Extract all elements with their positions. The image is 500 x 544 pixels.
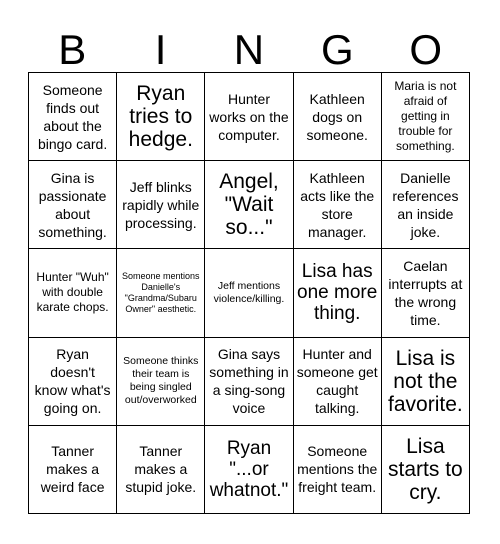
bingo-cell-text: Jeff blinks rapidly while processing. [122,178,200,231]
header-letter-i: I [154,26,167,73]
bingo-cell[interactable] [294,161,382,249]
bingo-cell-text: Danielle references an inside joke. [392,169,459,240]
bingo-cell-text: Angel, "Wait so..." [219,170,279,240]
bingo-cell-text: Someone mentions the freight team. [297,443,378,496]
bingo-cell[interactable] [205,73,293,161]
bingo-cell[interactable] [205,338,293,426]
bingo-cell[interactable] [117,426,205,514]
bingo-cell-text: Tanner makes a stupid joke. [125,443,197,496]
bingo-cell-text: Lisa starts to cry. [388,434,463,504]
bingo-cell[interactable] [294,73,382,161]
header-letter-o: O [409,26,443,73]
bingo-cell[interactable] [29,73,117,161]
bingo-cell[interactable] [382,338,470,426]
bingo-cell-text: Ryan tries to hedge. [128,82,193,152]
bingo-cell-text: Tanner makes a weird face [40,443,105,496]
bingo-cell-text: Kathleen dogs on someone. [306,90,368,143]
bingo-cell-text: Someone thinks their team is being singled out/overworked [123,355,199,407]
bingo-cell[interactable] [382,426,470,514]
bingo-cell[interactable] [382,161,470,249]
bingo-cell[interactable] [117,73,205,161]
bingo-cell-text: Gina says something in a sing-song voice [209,346,289,417]
bingo-cell-text: Someone finds out about the bingo card. [37,81,108,152]
bingo-cell-text: Gina is passionate about something. [38,169,107,240]
bingo-cell[interactable] [29,338,117,426]
bingo-cell[interactable] [29,249,117,337]
bingo-cell[interactable] [205,426,293,514]
bingo-cell[interactable] [382,73,470,161]
bingo-cell[interactable] [117,161,205,249]
bingo-cell[interactable] [29,161,117,249]
bingo-cell[interactable] [117,249,205,337]
bingo-header [28,28,470,72]
bingo-cell-text: Caelan interrupts at the wrong time. [388,257,463,328]
bingo-board [28,72,470,514]
bingo-cell-text: Jeff mentions violence/killing. [213,279,285,305]
bingo-cell[interactable] [294,338,382,426]
bingo-cell-text: Someone mentions Danielle's "Grandma/Subaru Owner" aesthetic. [122,270,200,314]
bingo-cell-text: Hunter and someone get caught talking. [296,346,378,417]
header-letter-n: N [233,26,265,73]
bingo-cell[interactable] [205,249,293,337]
header-letter-b: B [58,26,87,73]
bingo-cell-text: Kathleen acts like the store manager. [300,169,375,240]
bingo-cell-text: Ryan doesn't know what's going on. [34,346,111,417]
bingo-cell-text: Ryan "...or whatnot." [209,437,289,501]
bingo-cell[interactable] [29,426,117,514]
bingo-cell[interactable] [382,249,470,337]
bingo-cell[interactable] [294,426,382,514]
header-letter-g: G [321,26,354,73]
bingo-cell[interactable] [205,161,293,249]
bingo-cell[interactable] [117,338,205,426]
bingo-cell-text: Lisa has one more thing. [297,261,378,325]
bingo-cell-text: Maria is not afraid of getting in trouble for something. [394,79,457,154]
bingo-cell-text: Hunter "Wuh" with double karate chops. [36,270,109,315]
bingo-cell-text: Lisa is not the favorite. [388,346,463,416]
bingo-cell[interactable] [294,249,382,337]
bingo-cell-text: Hunter works on the computer. [209,90,289,143]
